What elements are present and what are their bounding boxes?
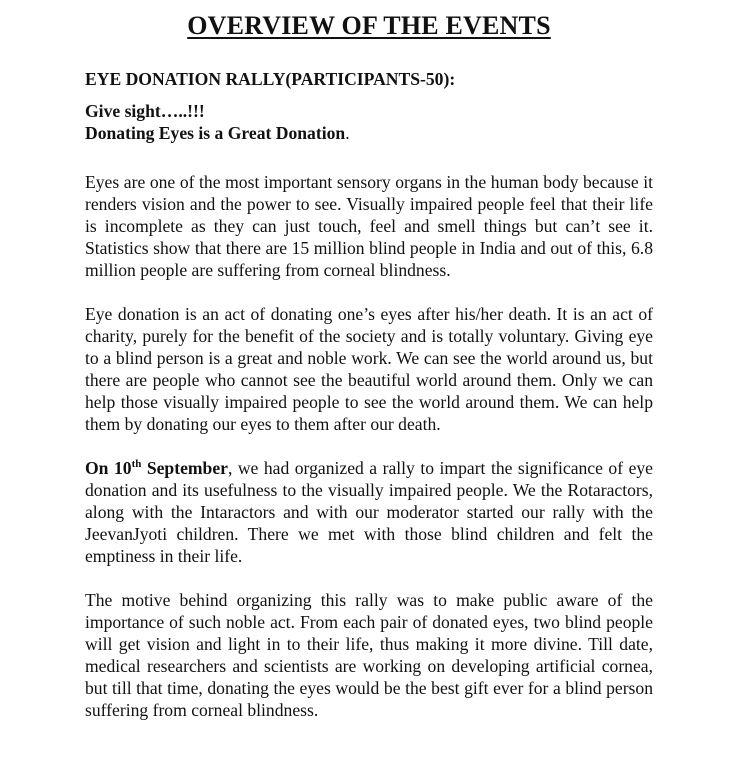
paragraph-rally-motive: The motive behind organizing this rally was to make public aware of the importance of such noble act. From each pair of donated eyes, two blind people will get vision and light in to their life, thus making it more divine. Till date, medical researchers and scientists are working on developing artificial cornea, but till that time, donating the eyes would be the best gift ever for a blind person suffering from corneal blindness. <box>85 590 653 720</box>
paragraph-rally-details: On 10th September, we had organized a rally to impart the significance of eye donation and its usefulness to the visually impaired people. We the Rotaractors, along with the Intaractors and with our moderator started our rally with the JeevanJyoti children. There we met with those blind children and felt the emptiness in their life. <box>85 458 653 566</box>
rally-date: On 10th September <box>85 458 228 478</box>
tagline-line-2: Donating Eyes is a Great Donation. <box>85 123 350 143</box>
document-page <box>85 10 653 721</box>
tagline-line-1: Give sight…..!!! <box>85 101 205 121</box>
section-heading: EYE DONATION RALLY(PARTICIPANTS-50): <box>85 69 456 89</box>
paragraph-eye-donation-definition: Eye donation is an act of donating one’s eyes after his/her death. It is an act of charity, purely for the benefit of the society and is totally voluntary. Giving eye to a blind person is a great and noble work. We can see the world around us, but there are people who cannot see the beautiful world around them. Only we can help those visually impaired people to see the world around them. We can help them by donating our eyes to them after our death. <box>85 304 653 434</box>
paragraph-eyes-importance: Eyes are one of the most important sensory organs in the human body because it renders vision and the power to see. Visually impaired people feel that their life is incomplete as they can just touch, feel and smell things but can’t see it. Statistics show that there are 15 million blind people in India and out of this, 6.8 million people are suffering from corneal blindness. <box>85 172 653 280</box>
tagline <box>85 100 653 144</box>
page-title: OVERVIEW OF THE EVENTS <box>187 11 551 40</box>
